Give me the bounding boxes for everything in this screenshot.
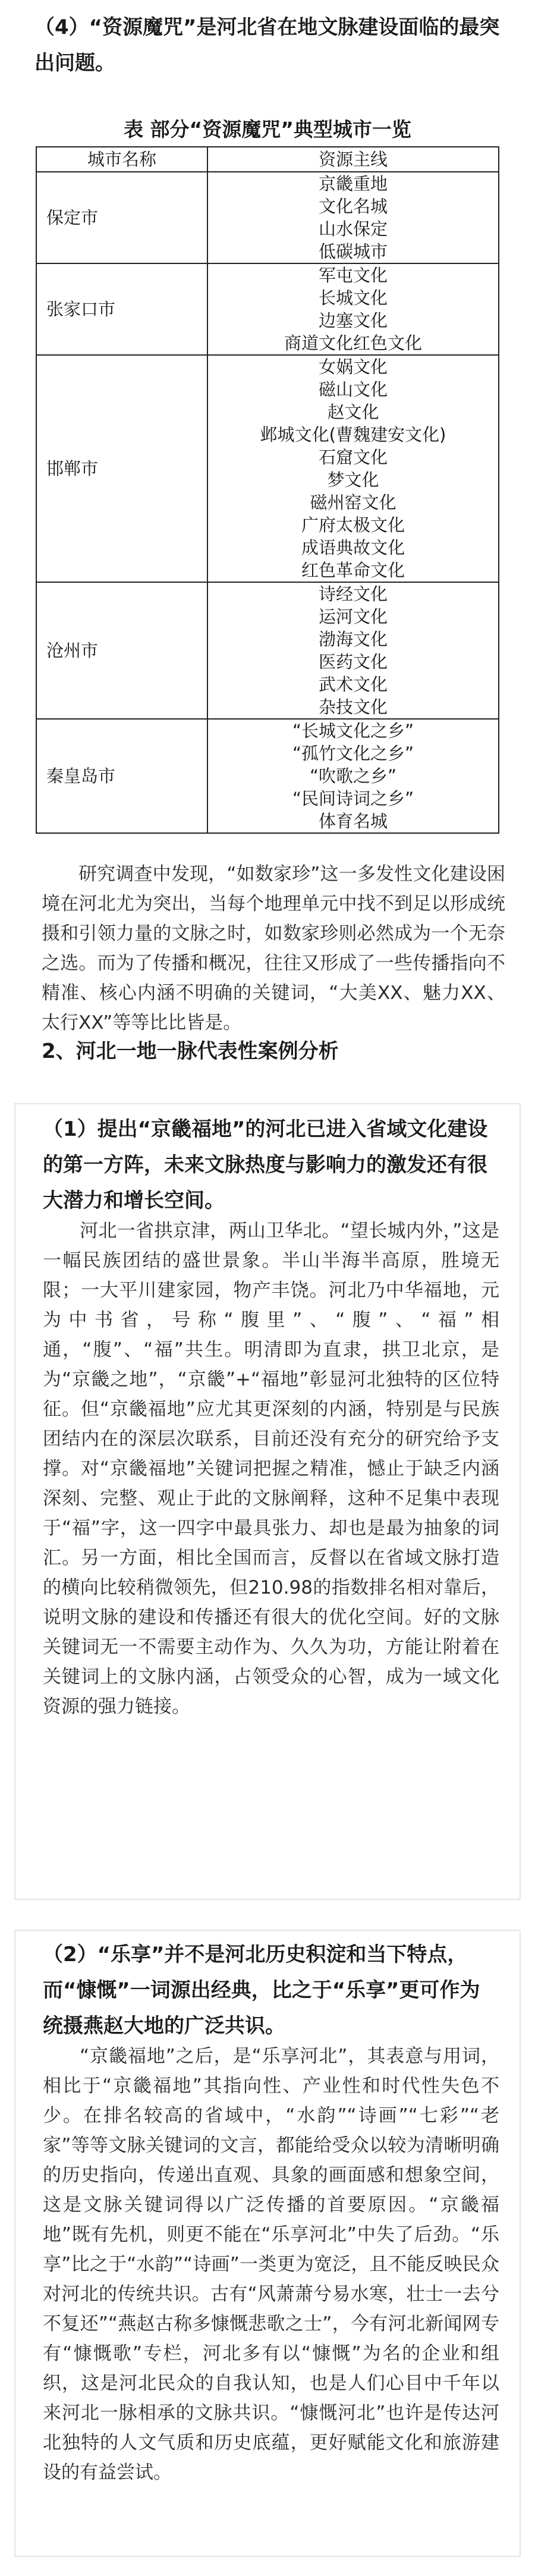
resource-cell bbox=[207, 719, 499, 833]
table-caption: 表 部分“资源魔咒”典型城市一览 bbox=[124, 118, 411, 141]
resource-item: 文化名城 bbox=[318, 196, 388, 216]
resource-item: “孤竹文化之乡” bbox=[292, 743, 414, 764]
table-section bbox=[0, 117, 535, 834]
resource-item: 运河文化 bbox=[318, 607, 388, 627]
resource-item: “民间诗词之乡” bbox=[292, 788, 414, 809]
resource-item: 渤海文化 bbox=[318, 629, 388, 649]
case2-text: “京畿福地”之后，是“乐享河北”，其表意与用词，相比于“京畿福地”其指向性、产业性和时代性失色不少。在排名较高的省域中，“水韵”“诗画”“七彩”“老家”等等文脉关键词的文言，都能给受众以较为清晰明确的历史指向，传递出直观、具象的画面感和想象空间，这是文脉关键词得以广泛传播的首要原因。“京畿福地”既有先机，则更不能在“乐享河北”中失了后劲。“乐享”比之于“水韵”“诗画”一类更为宽泛，且不能反映民众对河北的传统共识。古有“风萧萧兮易水寒，壮士一去兮不复还”“燕赵古称多慷慨悲歌之士”，今有河北新闻网专有“慷慨歌”专栏，河北多有以“慷慨”为名的企业和组织，这是河北民众的自我认知，也是人们心目中千年以来河北一脉相承的文脉共识。“慷慨河北”也许是传达河北独特的人文气质和历史底蕴，更好赋能文化和旅游建设的有益尝试。 bbox=[43, 2046, 499, 2483]
case1-text: 河北一省拱京津，两山卫华北。“望长城内外，”这是一幅民族团结的盛世景象。半山半海半高原，胜境无限；一大平川建家园，物产丰饶。河北乃中华福地，元为中书省，号称“腹里”、“腹”、“福”相通，“腹”、“福”共生。明清即为直隶，拱卫北京，是为“京畿之地”，“京畿”+“福地”彰显河北独特的区位特征。但“京畿福地”应尤其更深刻的内涵，特别是与民族团结内在的深层次联系，目前还没有充分的研究给予支撑。对“京畿福地”关键词把握之精准，憾止于缺乏内涵深刻、完整、观止于此的文脉阐释，这种不足集中表现于“福”字，这一四字中最具张力、却也是最为抽象的词汇。另一方面，相比全国而言，反督以在省域文脉打造的横向比较稍微领先，但210.98的指数排名相对靠后，说明文脉的建设和传播还有很大的优化空间。好的文脉关键词无一不需要主动作为、久久为功，方能让附着在关键词上的文脉内涵，占领受众的心智，成为一域文化资源的强力链接。 bbox=[43, 1220, 499, 1717]
table-row bbox=[36, 582, 499, 719]
case1-heading: （1）提出“京畿福地”的河北已进入省域文化建设的第一方阵，未来文脉热度与影响力的激发还有很大潜力和增长空间。 bbox=[43, 1117, 488, 1212]
resource-item: 体育名城 bbox=[318, 811, 388, 831]
table-row bbox=[36, 719, 499, 833]
city-name-cell: 张家口市 bbox=[36, 263, 207, 355]
resource-item: “长城文化之乡” bbox=[292, 721, 414, 741]
para1-section bbox=[0, 859, 535, 1038]
intro-heading: （4）“资源魔咒”是河北省在地文脉建设面临的最突出问题。 bbox=[34, 15, 500, 75]
section2-heading: 2、河北一地一脉代表性案例分析 bbox=[42, 1039, 339, 1063]
case-box-2 bbox=[14, 1930, 521, 2557]
resource-item: 梦文化 bbox=[327, 470, 379, 490]
resource-item: “吹歌之乡” bbox=[309, 766, 397, 786]
resource-item: 杂技文化 bbox=[318, 697, 388, 717]
resource-item: 武术文化 bbox=[318, 674, 388, 695]
resource-cell bbox=[207, 263, 499, 355]
city-name-cell: 保定市 bbox=[36, 172, 207, 263]
resource-item: 赵文化 bbox=[327, 402, 379, 422]
section2 bbox=[0, 1033, 535, 1069]
resource-cell bbox=[207, 582, 499, 719]
resource-item: 磁州窑文化 bbox=[310, 492, 396, 513]
resource-item: 商道文化红色文化 bbox=[284, 333, 422, 353]
city-name-cell: 邯郸市 bbox=[36, 355, 207, 582]
resource-item: 低碳城市 bbox=[318, 241, 388, 262]
resource-item: 广府太极文化 bbox=[301, 515, 405, 535]
resource-item: 长城文化 bbox=[318, 288, 388, 308]
table-header-row bbox=[36, 147, 499, 172]
resource-cell bbox=[207, 172, 499, 263]
table-header-city: 城市名称 bbox=[36, 147, 207, 172]
resource-item: 山水保定 bbox=[318, 219, 388, 239]
resource-item: 磁山文化 bbox=[318, 379, 388, 400]
para1-text: 研究调查中发现，“如数家珍”这一多发性文化建设困境在河北尤为突出，当每个地理单元中找不到足以形成统摄和引领力量的文脉之时，如数家珍则必然成为一个无奈之选。而为了传播和概况，往往又形成了一些传播指向不精准、核心内涵不明确的关键词，“大美XX、魅力XX、太行XX”等等比比皆是。 bbox=[42, 863, 505, 1033]
resource-item: 石窟文化 bbox=[318, 447, 388, 467]
table-row bbox=[36, 172, 499, 263]
table-row bbox=[36, 263, 499, 355]
resource-item: 邺城文化(曹魏建安文化) bbox=[260, 425, 446, 445]
intro-section bbox=[0, 10, 535, 81]
resource-item: 诗经文化 bbox=[318, 584, 388, 604]
city-name-cell: 秦皇岛市 bbox=[36, 719, 207, 833]
resource-item: 边塞文化 bbox=[318, 310, 388, 331]
resource-item: 军屯文化 bbox=[318, 265, 388, 285]
resource-item: 成语典故文化 bbox=[301, 538, 405, 558]
resource-item: 医药文化 bbox=[318, 652, 388, 672]
resource-item: 红色革命文化 bbox=[301, 560, 405, 580]
case2-heading: （2）“乐享”并不是河北历史积淀和当下特点，而“慷慨”一词源出经典，比之于“乐享”更可作为统摄燕赵大地的广泛共识。 bbox=[43, 1943, 480, 2038]
city-name-cell: 沧州市 bbox=[36, 582, 207, 719]
resource-cell bbox=[207, 355, 499, 582]
resource-item: 京畿重地 bbox=[318, 174, 388, 194]
case-box-1 bbox=[14, 1103, 521, 1900]
table-header-resources: 资源主线 bbox=[207, 147, 499, 172]
resource-item: 女娲文化 bbox=[318, 357, 388, 377]
table-row bbox=[36, 355, 499, 582]
city-table bbox=[36, 146, 499, 834]
